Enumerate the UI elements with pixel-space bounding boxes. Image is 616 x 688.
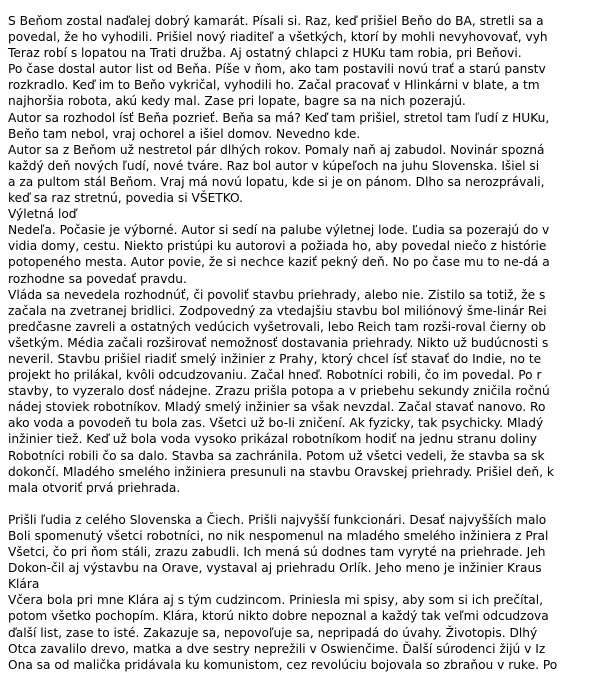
text-line: mala otvoriť prvá priehrada.	[8, 480, 181, 495]
text-block-continuation	[8, 512, 616, 673]
text-line: povedal, že ho vyhodili. Prišiel nový riaditeľ a všetkých, ktorí by mohli nevyhovovať, vyh	[8, 30, 548, 45]
text-line: rozhodne sa povedať pravdu.	[8, 271, 187, 286]
text-line: Boli spomenutý všetci robotníci, no nik nespomenul na mladého smelého inžiniera z Pral	[8, 529, 549, 543]
text-line: ako voda a povodeň tu bola zas. Všetci už bo-li zničení. Ak fyzicky, tak psychicky. Mladý	[8, 416, 544, 431]
text-line: potom všetko pochopím. Klára, ktorú nikto dobre nepoznal a každý tak veľmi odcudzova	[8, 609, 549, 624]
text-line: neveril. Stavbu prišiel riadiť smelý inžinier z Prahy, ktorý chcel ísť stavať do Indie, no te	[8, 351, 542, 366]
text-block-main	[8, 13, 616, 496]
text-line: Teraz robí s lopatou na Trati družba. Aj ostatný chlapci z HUKu tam robia, pri Beňovi.	[8, 46, 522, 61]
text-line: potopeného mesta. Autor povie, že si nechce kaziť pekný deň. No po čase mu to ne-dá a	[8, 255, 550, 270]
text-line: vidia domy, cestu. Niekto pristúpi ku autorovi a požiada ho, aby povedal niečo z histórie	[8, 239, 547, 254]
text-line: keď sa raz stretnú, povedia si VŠETKO.	[8, 191, 244, 206]
text-line: Autor sa z Beňom už nestretol pár dlhých rokov. Pomaly naň aj zabudol. Novinár spozná	[8, 142, 545, 157]
text-line: Ona sa od malička pridávala ku komunistom, cez revolúciu bojovala so zbraňou v ruke. Po	[8, 657, 558, 672]
text-line: projekt ho prilákal, kvôli odcudzovaniu. Začal hneď. Robotníci robili, čo im povedal. Po r	[8, 368, 542, 383]
text-line: Výletná loď	[8, 207, 77, 222]
text-line: Robotníci robili čo sa dalo. Stavba sa zachránila. Potom už všetci vedeli, že stavba sa sk	[8, 448, 545, 463]
document-body	[8, 13, 616, 673]
text-line: Dokon-čil aj výstavbu na Orave, vystaval aj priehradu Orlík. Jeho meno je inžinier Kraus	[8, 561, 542, 576]
text-line: Klára	[8, 577, 40, 592]
text-line: stavby, to vyzeralo dosť nádejne. Zrazu prišla potopa a v priebehu sekundy zničila ročnú	[8, 384, 550, 399]
text-line: každý deň nových ľudí, nové tváre. Raz bol autor v kúpeľoch na juhu Slovenska. Išiel si	[8, 158, 540, 173]
text-line: rozkradlo. Keď im to Beňo vykričal, vyhodili ho. Začal pracovať v Hlinkárni v blate, a tm	[8, 78, 540, 93]
text-line: dokončí. Mladého smelého inžiniera presunuli na stavbu Oravskej priehrady. Prišiel deň, k	[8, 464, 554, 479]
text-line: Beňo tam nebol, vraj ochorel a išiel domov. Nevedno kde.	[8, 126, 361, 141]
text-line: Po čase dostal autor list od Beňa. Píše v ňom, ako tam postavili novú trať a starú panstv	[8, 62, 546, 77]
text-line: inžinier tiež. Keď už bola voda vysoko prikázal robotníkom hodiť na jednu stranu doliny	[8, 432, 538, 447]
text-line: a za pultom stál Beňom. Vraj má novú lopatu, kde si je on pánom. Dlho sa nerozprávali,	[8, 174, 545, 189]
text-line: ďalší list, zase to isté. Zakazuje sa, nepovoľuje sa, nepripadá do úvahy. Životopis. Dlhý	[8, 625, 538, 640]
paragraph-gap	[8, 496, 616, 512]
text-line: Včera bola pri mne Klára aj s tým cudzincom. Priniesla mi spisy, aby som si ich prečítal,	[8, 593, 547, 608]
text-line: S Beňom zostal naďalej dobrý kamarát. Písali si. Raz, keď prišiel Beňo do BA, stretli sa a	[8, 14, 544, 28]
text-line: najhoršia robota, akú kedy mal. Zase pri lopate, bagre sa na nich pozerajú.	[8, 94, 466, 109]
text-line: začala na zvetranej bridlici. Zodpovedný za vtedajšiu stavbu bol miliónový šme-linár Rei	[8, 303, 547, 318]
text-line: Vláda sa nevedela rozhodnúť, či povoliť stavbu priehrady, alebo nie. Zistilo sa totiž, že s	[8, 287, 546, 302]
text-line: Prišli ľudia z celého Slovenska a Čiech. Prišli najvyšší funkcionári. Desať najvyšších malo	[8, 512, 547, 527]
text-line: Všetci, čo pri ňom stáli, zrazu zabudli. Ich mená sú dodnes tam vyryté na priehrade. Jeh	[8, 545, 546, 560]
text-line: Otca zavalilo drevo, matka a dve sestry neprežili v Oswienčime. Ďalší súrodenci žijú v Iz	[8, 641, 546, 656]
text-line: Autor sa rozhodol ísť Beňa pozrieť. Beňa sa má? Keď tam prišiel, stretol tam ľudí z HUKu,	[8, 110, 550, 125]
text-line: všetkým. Média začali rozširovať nemožnosť dostavania priehrady. Nikto už budúcnosti s	[8, 335, 549, 350]
text-line: Nedeľa. Počasie je výborné. Autor si sedí na palube výletnej lode. Ľudia sa pozerajú do v	[8, 223, 550, 238]
text-line: nádej stoviek robotníkov. Mladý smelý inžinier sa však nevzdal. Začal stavať nanovo. Ro	[8, 400, 546, 415]
text-line: predčasne zavreli a ostatných vedúcich vyšetrovali, lebo Reich tam rozši-roval čierny ob	[8, 319, 547, 334]
